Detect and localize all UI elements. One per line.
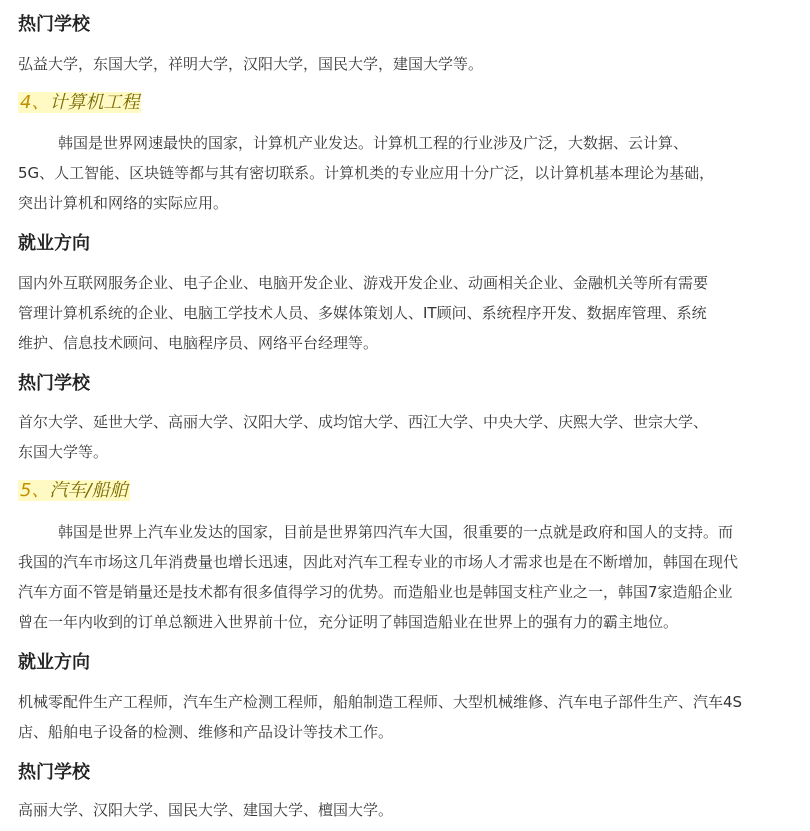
section-title-highlight <box>18 480 130 501</box>
paragraph-line: 维护、信息技术顾问、电脑程序员、网络平台经理等。 <box>18 334 379 352</box>
section-intro-paragraph <box>18 128 796 218</box>
paragraph-line: 我国的汽车市场这几年消费量也增长迅速，因此对汽车工程专业的市场人才需求也是在不断增加，韩国在现代 <box>18 553 739 571</box>
paragraph-line: 国内外互联网服务企业、电子企业、电脑开发企业、游戏开发企业、动画相关企业、金融机关等所有需要 <box>18 274 709 292</box>
section-intro-paragraph <box>18 517 796 637</box>
paragraph-line: 韩国是世界网速最快的国家，计算机产业发达。计算机工程的行业涉及广泛，大数据、云计算、 <box>58 134 689 152</box>
section-title-text: 计算机工程 <box>49 92 140 113</box>
hot-schools-list <box>18 407 796 467</box>
career-paragraph <box>18 268 796 358</box>
paragraph-line: 管理计算机系统的企业、电脑工学技术人员、多媒体策划人、IT顾问、系统程序开发、数据库管理、系统 <box>18 304 707 322</box>
career-paragraph <box>18 687 796 747</box>
section-number: 5、 <box>20 480 50 501</box>
hot-schools-list <box>18 795 796 825</box>
hot-schools-heading: 热门学校 <box>18 762 90 783</box>
paragraph-line: 突出计算机和网络的实际应用。 <box>18 194 229 212</box>
section-title-text: 汽车/船舶 <box>49 480 128 501</box>
hot-schools-line: 弘益大学，东国大学，祥明大学，汉阳大学，国民大学，建国大学等。 <box>18 55 484 73</box>
paragraph-line: 韩国是世界上汽车业发达的国家，目前是世界第四汽车大国，很重要的一点就是政府和国人的支持。而 <box>58 523 734 541</box>
paragraph-line: 曾在一年内收到的订单总额进入世界前十位，充分证明了韩国造船业在世界上的强有力的霸主地位。 <box>18 613 679 631</box>
paragraph-line: 店、船舶电子设备的检测、维修和产品设计等技术工作。 <box>18 723 394 741</box>
hot-schools-list <box>18 49 796 79</box>
paragraph-line: 汽车方面不管是销量还是技术都有很多值得学习的优势。而造船业也是韩国支柱产业之一，韩国7家造船企业 <box>18 583 733 601</box>
section-number: 4、 <box>20 92 50 113</box>
career-heading: 就业方向 <box>18 233 90 254</box>
career-heading: 就业方向 <box>18 652 90 673</box>
paragraph-line: 机械零配件生产工程师，汽车生产检测工程师，船舶制造工程师、大型机械维修、汽车电子部件生产、汽车4S <box>18 693 743 711</box>
hot-schools-heading: 热门学校 <box>18 373 90 394</box>
section-title-highlight <box>18 92 141 113</box>
hot-schools-heading: 热门学校 <box>18 14 90 35</box>
paragraph-line: 首尔大学、延世大学、高丽大学、汉阳大学、成均馆大学、西江大学、中央大学、庆熙大学、世宗大学、 <box>18 413 709 431</box>
section-title-computer-engineering <box>18 91 796 115</box>
paragraph-line: 5G、人工智能、区块链等都与其有密切联系。计算机类的专业应用十分广泛，以计算机基本理论为基础， <box>18 164 715 182</box>
paragraph-line: 东国大学等。 <box>18 443 109 461</box>
section-title-automotive-shipbuilding <box>18 479 796 503</box>
paragraph-line: 高丽大学、汉阳大学、国民大学、建国大学、檀国大学。 <box>18 801 394 819</box>
